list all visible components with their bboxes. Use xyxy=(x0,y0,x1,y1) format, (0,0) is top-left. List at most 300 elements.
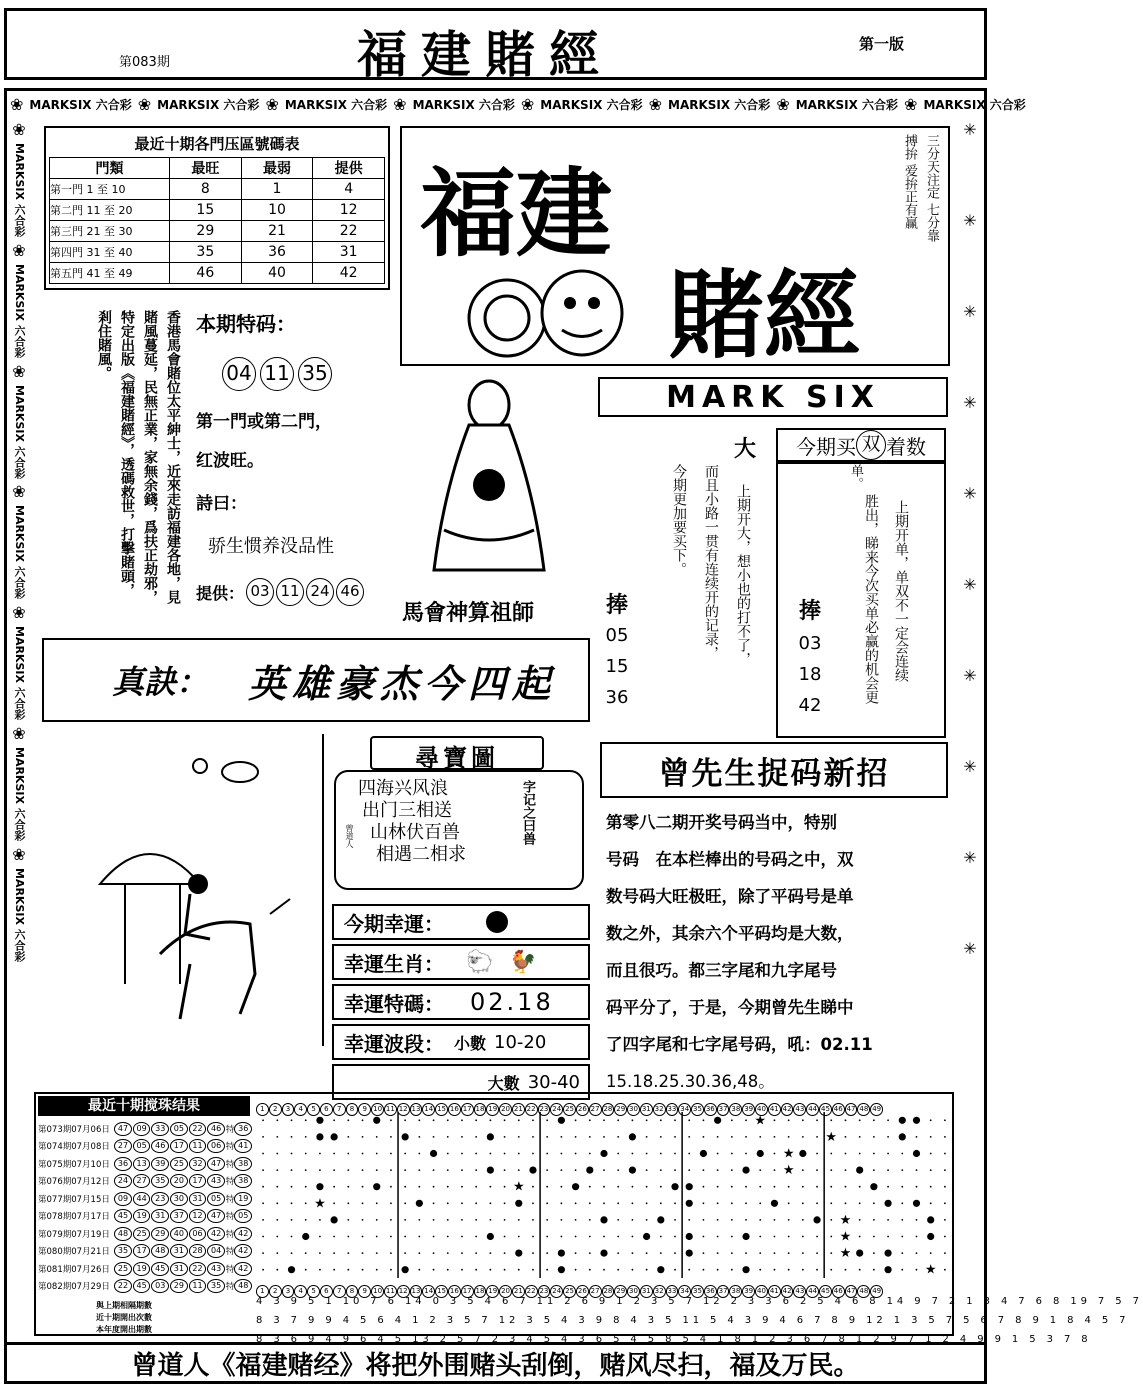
grid-dot xyxy=(291,1252,293,1254)
grid-dot xyxy=(347,1202,349,1204)
grid-dot xyxy=(901,1169,903,1171)
column-number: 32 xyxy=(653,1103,666,1116)
grid-dot xyxy=(489,1202,491,1204)
draw-ball: 45 xyxy=(151,1262,169,1276)
table-row xyxy=(50,221,385,242)
grid-dot xyxy=(774,1153,776,1155)
grid-dot xyxy=(575,1153,577,1155)
column-number: 34 xyxy=(678,1103,691,1116)
grid-dot xyxy=(603,1136,605,1138)
draw-ball: 17 xyxy=(189,1174,207,1188)
grid-dot xyxy=(745,1136,747,1138)
band-label: MARKSIX 六合彩 xyxy=(412,97,515,112)
grid-dot xyxy=(646,1169,648,1171)
band-label: MARKSIX 六合彩 xyxy=(13,263,26,358)
grid-dot xyxy=(887,1219,889,1221)
draw-ball: 31 xyxy=(189,1192,207,1206)
column-number: 10 xyxy=(371,1285,384,1298)
draw-ball: 22 xyxy=(189,1262,207,1276)
column-number: 17 xyxy=(461,1103,474,1116)
grid-dot xyxy=(873,1252,875,1254)
drawn-number-marker xyxy=(629,1167,636,1174)
grid-dot xyxy=(830,1119,832,1121)
grid-dot xyxy=(376,1169,378,1171)
grid-dot xyxy=(333,1252,335,1254)
min-cell: 36 xyxy=(241,242,313,263)
range-cell: 41 至 49 xyxy=(86,267,133,280)
special-ball: 48 xyxy=(234,1279,252,1293)
special-star-marker: ★ xyxy=(512,1179,525,1195)
grid-dot xyxy=(731,1269,733,1271)
draw-date: 第082期07月29日 xyxy=(38,1282,110,1293)
special-star-marker: ★ xyxy=(839,1212,852,1228)
grid-dot xyxy=(603,1236,605,1238)
ornament-icon: ✳ xyxy=(963,757,977,776)
grid-dot xyxy=(404,1202,406,1204)
grid-dot xyxy=(461,1186,463,1188)
grid-dot xyxy=(930,1252,932,1254)
drawn-number-marker xyxy=(899,1133,906,1140)
draw-ball: 03 xyxy=(151,1279,169,1293)
pick-right xyxy=(790,594,830,716)
grid-dot xyxy=(433,1186,435,1188)
grid-dot xyxy=(433,1219,435,1221)
grid-dot xyxy=(347,1219,349,1221)
gate-table xyxy=(49,157,385,284)
grid-dot xyxy=(745,1202,747,1204)
grid-dot xyxy=(560,1153,562,1155)
column-number: 20 xyxy=(499,1285,512,1298)
table-row xyxy=(50,242,385,263)
grid-dot xyxy=(617,1219,619,1221)
grid-dot xyxy=(461,1153,463,1155)
grid-dot xyxy=(319,1169,321,1171)
grid-dot xyxy=(845,1202,847,1204)
offer-cell: 22 xyxy=(313,221,385,242)
drawn-number-marker xyxy=(686,1200,693,1207)
grid-dot xyxy=(291,1169,293,1171)
grid-dot xyxy=(390,1236,392,1238)
column-number: 6 xyxy=(320,1285,333,1298)
grid-dot xyxy=(944,1169,946,1171)
grid-dot xyxy=(944,1202,946,1204)
band-label: MARKSIX 六合彩 xyxy=(923,97,1026,112)
column-number: 15 xyxy=(435,1103,448,1116)
grid-dot xyxy=(532,1119,534,1121)
grid-dot xyxy=(901,1219,903,1221)
grid-dot xyxy=(688,1136,690,1138)
band-label: MARKSIX 六合彩 xyxy=(13,746,26,841)
drawn-number-marker xyxy=(927,1216,934,1223)
grid-dot xyxy=(845,1169,847,1171)
special-line1: 第一門或第二門， xyxy=(196,412,332,432)
special-star-marker: ★ xyxy=(839,1246,852,1262)
grid-dot xyxy=(404,1219,406,1221)
grid-dot xyxy=(830,1236,832,1238)
draw-ball: 47 xyxy=(207,1209,225,1223)
flower-icon: ❀ xyxy=(904,94,918,114)
drawn-number-marker xyxy=(373,1117,380,1124)
motto-text: 英雄豪杰今四起 xyxy=(248,661,557,706)
provide-ball: 24 xyxy=(306,578,334,606)
history-title: 最近十期搅珠结果 xyxy=(38,1096,250,1116)
special-ball: 36 xyxy=(234,1122,252,1136)
grid-dot xyxy=(390,1219,392,1221)
draw-ball: 17 xyxy=(133,1244,151,1258)
grid-dot xyxy=(390,1252,392,1254)
draw-ball: 22 xyxy=(189,1122,207,1136)
column-number: 36 xyxy=(704,1103,717,1116)
grid-dot xyxy=(589,1269,591,1271)
column-number: 9 xyxy=(358,1285,371,1298)
grid-dot xyxy=(788,1236,790,1238)
logo-title-top: 福建 xyxy=(420,157,612,270)
column-number: 44 xyxy=(806,1285,819,1298)
gate-table-title: 最近十期各門压區號碼表 xyxy=(134,135,300,153)
draw-ball: 28 xyxy=(189,1244,207,1258)
column-number: 41 xyxy=(768,1285,781,1298)
table-row xyxy=(50,200,385,221)
grid-dot xyxy=(887,1169,889,1171)
grid-dot xyxy=(504,1236,506,1238)
grid-dot xyxy=(347,1169,349,1171)
grid-dot xyxy=(617,1202,619,1204)
column-number: 43 xyxy=(793,1103,806,1116)
gate-table-box xyxy=(44,126,390,290)
footer-banner xyxy=(4,1342,987,1384)
big-label: 大數 xyxy=(487,1073,520,1093)
grid-dot xyxy=(305,1136,307,1138)
grid-dot xyxy=(404,1236,406,1238)
grid-dot xyxy=(774,1236,776,1238)
column-number: 37 xyxy=(717,1103,730,1116)
grid-dot xyxy=(276,1252,278,1254)
grid-dot xyxy=(901,1269,903,1271)
table-row xyxy=(50,263,385,284)
grid-dot xyxy=(560,1186,562,1188)
grid-dot xyxy=(703,1169,705,1171)
drawn-number-marker xyxy=(771,1200,778,1207)
header-bar xyxy=(4,8,987,84)
draw-ball: 23 xyxy=(151,1192,169,1206)
drawn-number-marker xyxy=(870,1183,877,1190)
drawn-number-marker xyxy=(884,1266,891,1273)
grid-dot xyxy=(660,1169,662,1171)
grid-dot xyxy=(276,1236,278,1238)
grid-dot xyxy=(774,1252,776,1254)
column-number: 45 xyxy=(819,1103,832,1116)
grid-dot xyxy=(262,1119,264,1121)
column-number: 39 xyxy=(742,1103,755,1116)
column-number: 49 xyxy=(870,1103,883,1116)
column-number: 12 xyxy=(397,1103,410,1116)
table-row xyxy=(50,179,385,200)
mascot-illustration xyxy=(462,238,662,363)
grid-dot xyxy=(759,1136,761,1138)
logo-area xyxy=(400,126,950,372)
grid-dot xyxy=(703,1119,705,1121)
grid-dot xyxy=(731,1252,733,1254)
grid-dot xyxy=(305,1169,307,1171)
draw-ball: 17 xyxy=(170,1139,188,1153)
grid-dot xyxy=(901,1186,903,1188)
column-number: 3 xyxy=(282,1285,295,1298)
grid-dot xyxy=(546,1119,548,1121)
grid-dot xyxy=(575,1219,577,1221)
drawn-number-marker xyxy=(856,1167,863,1174)
draw-ball: 25 xyxy=(114,1262,132,1276)
grid-dot xyxy=(873,1153,875,1155)
zeng-body xyxy=(600,804,948,1100)
grid-dot xyxy=(745,1252,747,1254)
grid-dot xyxy=(717,1269,719,1271)
draw-ball: 25 xyxy=(133,1227,151,1241)
grid-dot xyxy=(703,1252,705,1254)
drawn-number-marker xyxy=(927,1233,934,1240)
drawn-number-marker xyxy=(572,1183,579,1190)
intro-vertical-text: 香港馬會賭位太平紳士，近來走訪福建各地，見賭風蔓延，民無正業，家無余錢，爲扶正劫邪，特定出版《福建賭經》，透碼救世，打擊賭頭，剎住賭風。 xyxy=(96,310,181,604)
grid-dot xyxy=(944,1153,946,1155)
draw-ball: 11 xyxy=(189,1279,207,1293)
draw-ball: 29 xyxy=(170,1279,188,1293)
draw-ball: 11 xyxy=(189,1139,207,1153)
special-ball: 42 xyxy=(234,1227,252,1241)
column-number: 1 xyxy=(256,1103,269,1116)
drawn-number-marker xyxy=(899,1117,906,1124)
column-number: 48 xyxy=(857,1285,870,1298)
grid-dot xyxy=(660,1153,662,1155)
grid-dot xyxy=(262,1219,264,1221)
grid-dot xyxy=(518,1219,520,1221)
grid-dot xyxy=(674,1136,676,1138)
draw-ball: 05 xyxy=(170,1122,188,1136)
grid-dot xyxy=(887,1186,889,1188)
grid-dot xyxy=(703,1236,705,1238)
band-label: MARKSIX 六合彩 xyxy=(29,97,132,112)
column-number: 24 xyxy=(550,1285,563,1298)
grid-dot xyxy=(774,1186,776,1188)
column-number: 22 xyxy=(525,1285,538,1298)
grid-dot xyxy=(418,1136,420,1138)
band-label: MARKSIX 六合彩 xyxy=(13,143,26,237)
odd-even-col: 而且小路一贯有连续开的记录， xyxy=(703,464,719,660)
max-cell: 15 xyxy=(170,200,242,221)
history-row: 第075期07月10日 36 13 39 25 32 47 特 38 xyxy=(38,1155,253,1173)
flower-icon: ❀ xyxy=(648,94,662,114)
draw-ball: 35 xyxy=(207,1279,225,1293)
treasure-note: 字记之曰兽 xyxy=(520,780,535,845)
grid-dot xyxy=(575,1236,577,1238)
grid-dot xyxy=(674,1219,676,1221)
grid-dot xyxy=(930,1153,932,1155)
pick-left xyxy=(600,588,634,708)
drawn-number-marker xyxy=(430,1150,437,1157)
draw-ball: 43 xyxy=(207,1262,225,1276)
grid-dot xyxy=(376,1252,378,1254)
grid-dot xyxy=(575,1269,577,1271)
draw-ball: 29 xyxy=(151,1227,169,1241)
special-star-marker: ★ xyxy=(825,1129,838,1145)
drawn-number-marker xyxy=(742,1266,749,1273)
grid-dot xyxy=(589,1153,591,1155)
grid-dot xyxy=(560,1219,562,1221)
grid-dot xyxy=(376,1269,378,1271)
treasure-author: 曾道人 xyxy=(345,824,354,848)
grid-dot xyxy=(646,1119,648,1121)
grid-dot xyxy=(333,1119,335,1121)
grid-dot xyxy=(632,1186,634,1188)
grid-dot xyxy=(589,1236,591,1238)
provide-label: 提供： xyxy=(196,583,245,603)
grid-dot xyxy=(461,1219,463,1221)
column-number: 27 xyxy=(589,1285,602,1298)
draw-ball: 24 xyxy=(114,1174,132,1188)
draw-ball: 25 xyxy=(170,1157,188,1171)
grid-dot xyxy=(745,1119,747,1121)
grid-dot xyxy=(376,1236,378,1238)
grid-dot xyxy=(703,1269,705,1271)
provide-ball: 11 xyxy=(276,578,304,606)
draw-date: 第078期07月17日 xyxy=(38,1212,110,1223)
grid-dot xyxy=(688,1119,690,1121)
special-star-marker: ★ xyxy=(314,1196,326,1212)
special-ball: 35 xyxy=(298,357,332,391)
draw-ball: 06 xyxy=(207,1139,225,1153)
grid-dot xyxy=(859,1153,861,1155)
max-cell: 35 xyxy=(170,242,242,263)
zeng-line: 数号码大旺极旺，除了平码号是单 xyxy=(606,887,854,906)
grid-dot xyxy=(433,1269,435,1271)
grid-dot xyxy=(504,1202,506,1204)
flower-icon: ❀ xyxy=(520,94,535,114)
grid-dot xyxy=(518,1153,520,1155)
grid-dot xyxy=(688,1169,690,1171)
grid-dot xyxy=(418,1219,420,1221)
grid-dot xyxy=(475,1202,477,1204)
grid-dot xyxy=(646,1219,648,1221)
special-ball: 04 xyxy=(222,357,256,391)
column-number: 31 xyxy=(640,1103,653,1116)
max-cell: 8 xyxy=(170,179,242,200)
grid-dot xyxy=(575,1136,577,1138)
grid-dot xyxy=(674,1169,676,1171)
grid-dot xyxy=(788,1119,790,1121)
grid-dot xyxy=(546,1136,548,1138)
grid-dot xyxy=(475,1269,477,1271)
drawn-number-marker xyxy=(316,1133,323,1140)
grid-dot xyxy=(589,1202,591,1204)
column-number: 30 xyxy=(627,1103,640,1116)
grid-dot xyxy=(546,1153,548,1155)
grid-dot xyxy=(504,1269,506,1271)
grid-dot xyxy=(475,1252,477,1254)
column-number: 38 xyxy=(729,1285,742,1298)
history-row: 第076期07月12日 24 27 35 20 17 43 特 38 xyxy=(38,1173,253,1191)
gate-cell: 第二門 xyxy=(50,204,83,217)
drawn-number-marker xyxy=(302,1233,309,1240)
grid-dot xyxy=(305,1252,307,1254)
band-label: MARKSIX 六合彩 xyxy=(157,97,260,112)
column-number: 35 xyxy=(691,1103,704,1116)
grid-dot xyxy=(845,1186,847,1188)
grid-dot xyxy=(447,1169,449,1171)
grid-dot xyxy=(390,1269,392,1271)
grid-dot xyxy=(944,1269,946,1271)
drawn-number-marker xyxy=(331,1133,338,1140)
draw-ball: 45 xyxy=(133,1279,151,1293)
column-number: 38 xyxy=(729,1103,742,1116)
grid-dot xyxy=(632,1252,634,1254)
column-number: 44 xyxy=(806,1103,819,1116)
column-number: 7 xyxy=(333,1103,346,1116)
grid-dot xyxy=(532,1153,534,1155)
grid-dot xyxy=(461,1236,463,1238)
grid-dot xyxy=(632,1202,634,1204)
pick-number: 18 xyxy=(798,664,822,685)
draw-date: 第074期07月08日 xyxy=(38,1142,110,1153)
grid-dot xyxy=(333,1202,335,1204)
band-label: MARKSIX 六合彩 xyxy=(668,97,771,112)
grid-dot xyxy=(461,1169,463,1171)
tail-label: 着数 xyxy=(886,434,926,459)
grid-dot xyxy=(475,1186,477,1188)
masthead-title: 福建賭經 xyxy=(357,25,613,84)
grid-dot xyxy=(504,1153,506,1155)
draw-ball: 31 xyxy=(170,1262,188,1276)
drawn-number-marker xyxy=(416,1200,423,1207)
grid-dot xyxy=(305,1153,307,1155)
column-number: 7 xyxy=(333,1285,346,1298)
column-number: 10 xyxy=(371,1103,384,1116)
grid-dot xyxy=(589,1136,591,1138)
grid-dot xyxy=(930,1202,932,1204)
grid-dot xyxy=(774,1269,776,1271)
grid-dot xyxy=(731,1169,733,1171)
column-number: 49 xyxy=(870,1285,883,1298)
grid-dot xyxy=(546,1236,548,1238)
grid-dot xyxy=(404,1153,406,1155)
grid-dot xyxy=(660,1202,662,1204)
drawn-number-marker xyxy=(643,1233,650,1240)
max-cell: 29 xyxy=(170,221,242,242)
grid-dot xyxy=(731,1219,733,1221)
col-header: 最弱 xyxy=(241,158,313,179)
draw-date: 第079期07月19日 xyxy=(38,1229,110,1240)
special-ball: 41 xyxy=(234,1139,252,1153)
offer-cell: 31 xyxy=(313,242,385,263)
odd-even-section xyxy=(638,424,948,744)
grid-dot xyxy=(291,1202,293,1204)
history-row: 第074期07月08日 27 05 46 17 11 06 特 41 xyxy=(38,1138,253,1156)
grid-dot xyxy=(802,1219,804,1221)
grid-dot xyxy=(674,1236,676,1238)
column-number: 25 xyxy=(563,1285,576,1298)
column-number: 8 xyxy=(346,1103,359,1116)
flower-icon: ❀ xyxy=(12,361,26,381)
column-number: 28 xyxy=(602,1103,615,1116)
special-numbers xyxy=(222,357,406,391)
column-number: 42 xyxy=(781,1285,794,1298)
grid-dot xyxy=(916,1219,918,1221)
grid-dot xyxy=(603,1202,605,1204)
special-ball: 38 xyxy=(234,1157,252,1171)
grid-dot xyxy=(518,1236,520,1238)
grid-dot xyxy=(390,1169,392,1171)
grid-dot xyxy=(390,1186,392,1188)
column-number: 16 xyxy=(448,1103,461,1116)
grid-dot xyxy=(489,1252,491,1254)
grid-dot xyxy=(802,1119,804,1121)
